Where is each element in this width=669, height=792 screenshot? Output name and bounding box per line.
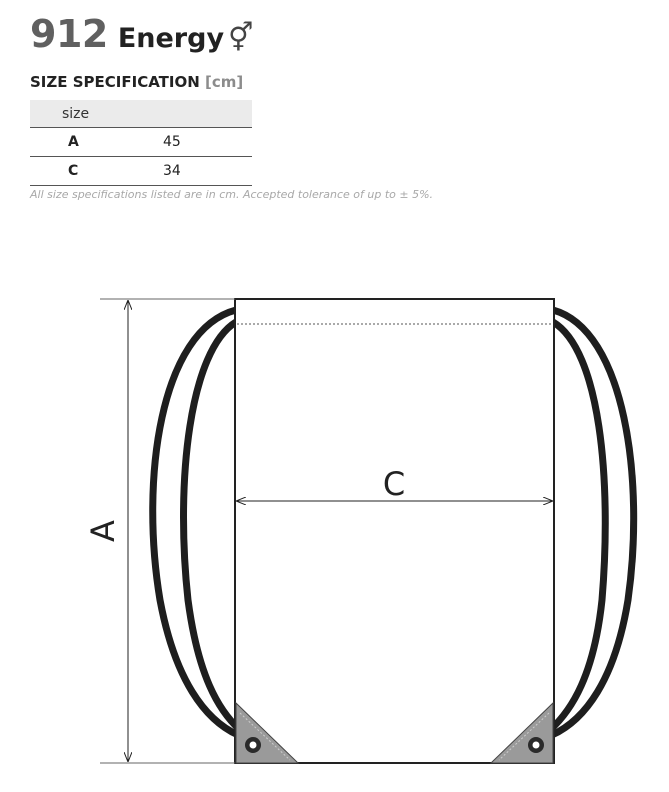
size-row-key: A (30, 128, 163, 157)
size-row-value: 45 (163, 128, 252, 157)
size-row-value: 34 (163, 157, 252, 186)
product-name: Energy (117, 23, 225, 54)
tolerance-note: All size specifications listed are in cm. Accepted tolerance of up to ± 5%. (30, 188, 434, 201)
unisex-icon: ⚥ (228, 21, 254, 54)
dimension-a-label: A (84, 520, 122, 542)
size-specification-unit: [cm] (205, 73, 244, 91)
bag-body (235, 299, 554, 763)
left-drawstring (153, 310, 240, 735)
size-specification-label: SIZE SPECIFICATION (30, 73, 200, 91)
right-drawstring (550, 310, 634, 735)
product-code: 912 (30, 12, 108, 56)
dimension-c-label: C (382, 465, 406, 503)
size-column-header: size (30, 100, 252, 128)
size-row-key: C (30, 157, 163, 186)
